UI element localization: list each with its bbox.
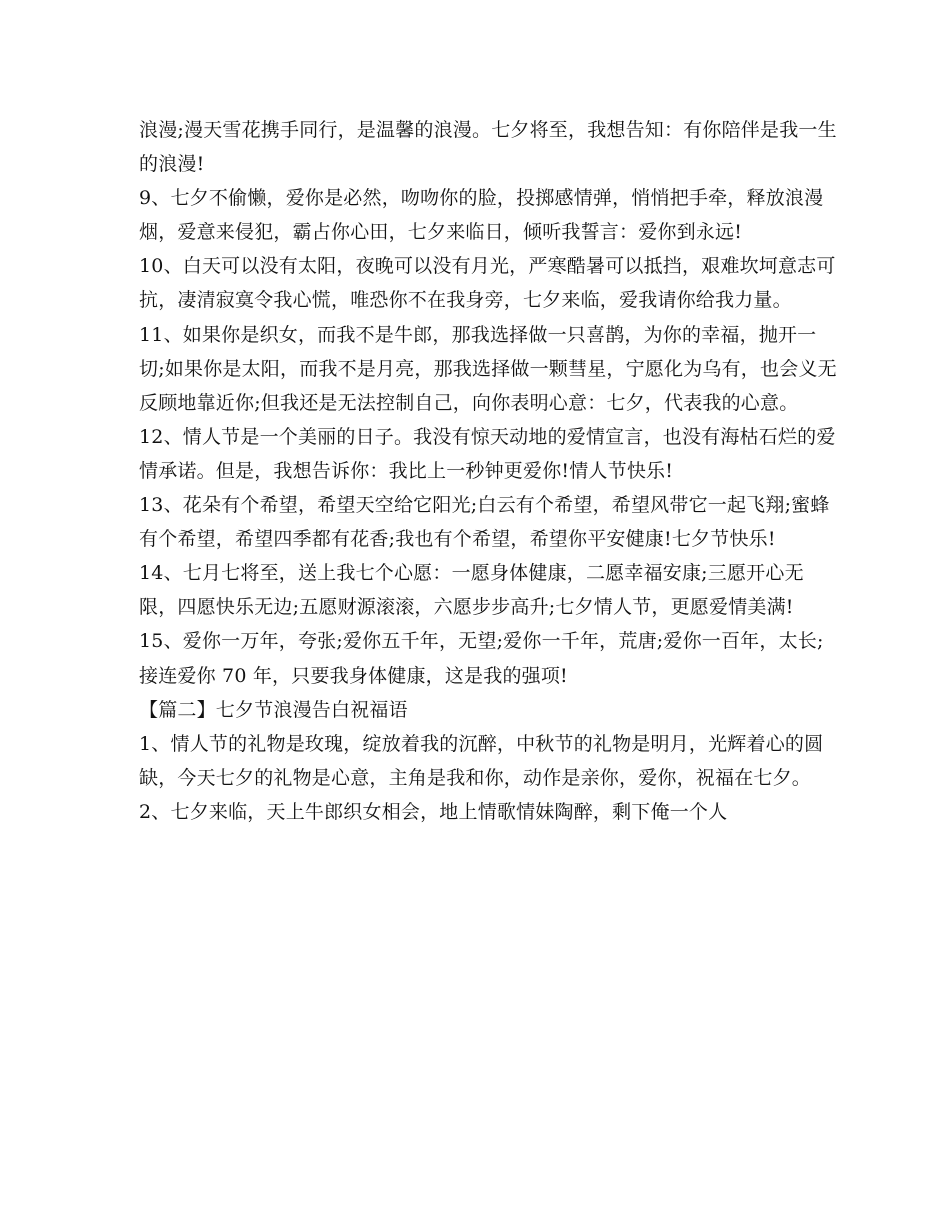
paragraph-item-10: 10、白天可以没有太阳，夜晚可以没有月光，严寒酷暑可以抵挡，艰难坎坷意志可抗，凄清寂寞令我心慌，唯恐你不在我身旁，七夕来临，爱我请你给我力量。 — [139, 255, 836, 312]
paragraph-item-13: 13、花朵有个希望，希望天空给它阳光;白云有个希望，希望风带它一起飞翔;蜜蜂有个希望，希望四季都有花香;我也有个希望，希望你平安健康!七夕节快乐! — [139, 494, 830, 551]
paragraph-item-15: 15、爱你一万年，夸张;爱你五千年，无望;爱你一千年，荒唐;爱你一百年，太长;接连爱你 70 年，只要我身体健康，这是我的强项! — [139, 630, 824, 687]
paragraph-item-9: 9、七夕不偷懒，爱你是必然，吻吻你的脸，投掷感情弹，悄悄把手牵，释放浪漫烟，爱意来侵犯，霸占你心田，七夕来临日，倾听我誓言：爱你到永远! — [139, 187, 824, 244]
document-body — [139, 113, 839, 829]
paragraph-item-11: 11、如果你是织女，而我不是牛郎，那我选择做一只喜鹊，为你的幸福，抛开一切;如果你是太阳，而我不是月亮，那我选择做一颗彗星，宁愿化为乌有，也会义无反顾地靠近你;但我还是无法控制自己，向你表明心意：七夕，代表我的心意。 — [139, 323, 837, 414]
paragraph-item-12: 12、情人节是一个美丽的日子。我没有惊天动地的爱情宣言，也没有海枯石烂的爱情承诺。但是，我想告诉你：我比上一秒钟更爱你!情人节快乐! — [139, 425, 836, 482]
paragraph-item-1: 1、情人节的礼物是玫瑰，绽放着我的沉醉，中秋节的礼物是明月，光辉着心的圆缺，今天七夕的礼物是心意，主角是我和你，动作是亲你，爱你，祝福在七夕。 — [139, 732, 824, 789]
section-heading: 【篇二】七夕节浪漫告白祝福语 — [139, 698, 408, 721]
paragraph-item-2: 2、七夕来临，天上牛郎织女相会，地上情歌情妹陶醉，剩下俺一个人 — [139, 800, 728, 823]
paragraph-intro: 浪漫;漫天雪花携手同行，是温馨的浪漫。七夕将至，我想告知：有你陪伴是我一生的浪漫! — [139, 119, 837, 176]
paragraph-item-14: 14、七月七将至，送上我七个心愿：一愿身体健康，二愿幸福安康;三愿开心无限，四愿快乐无边;五愿财源滚滚，六愿步步高升;七夕情人节，更愿爱情美满! — [139, 562, 804, 619]
